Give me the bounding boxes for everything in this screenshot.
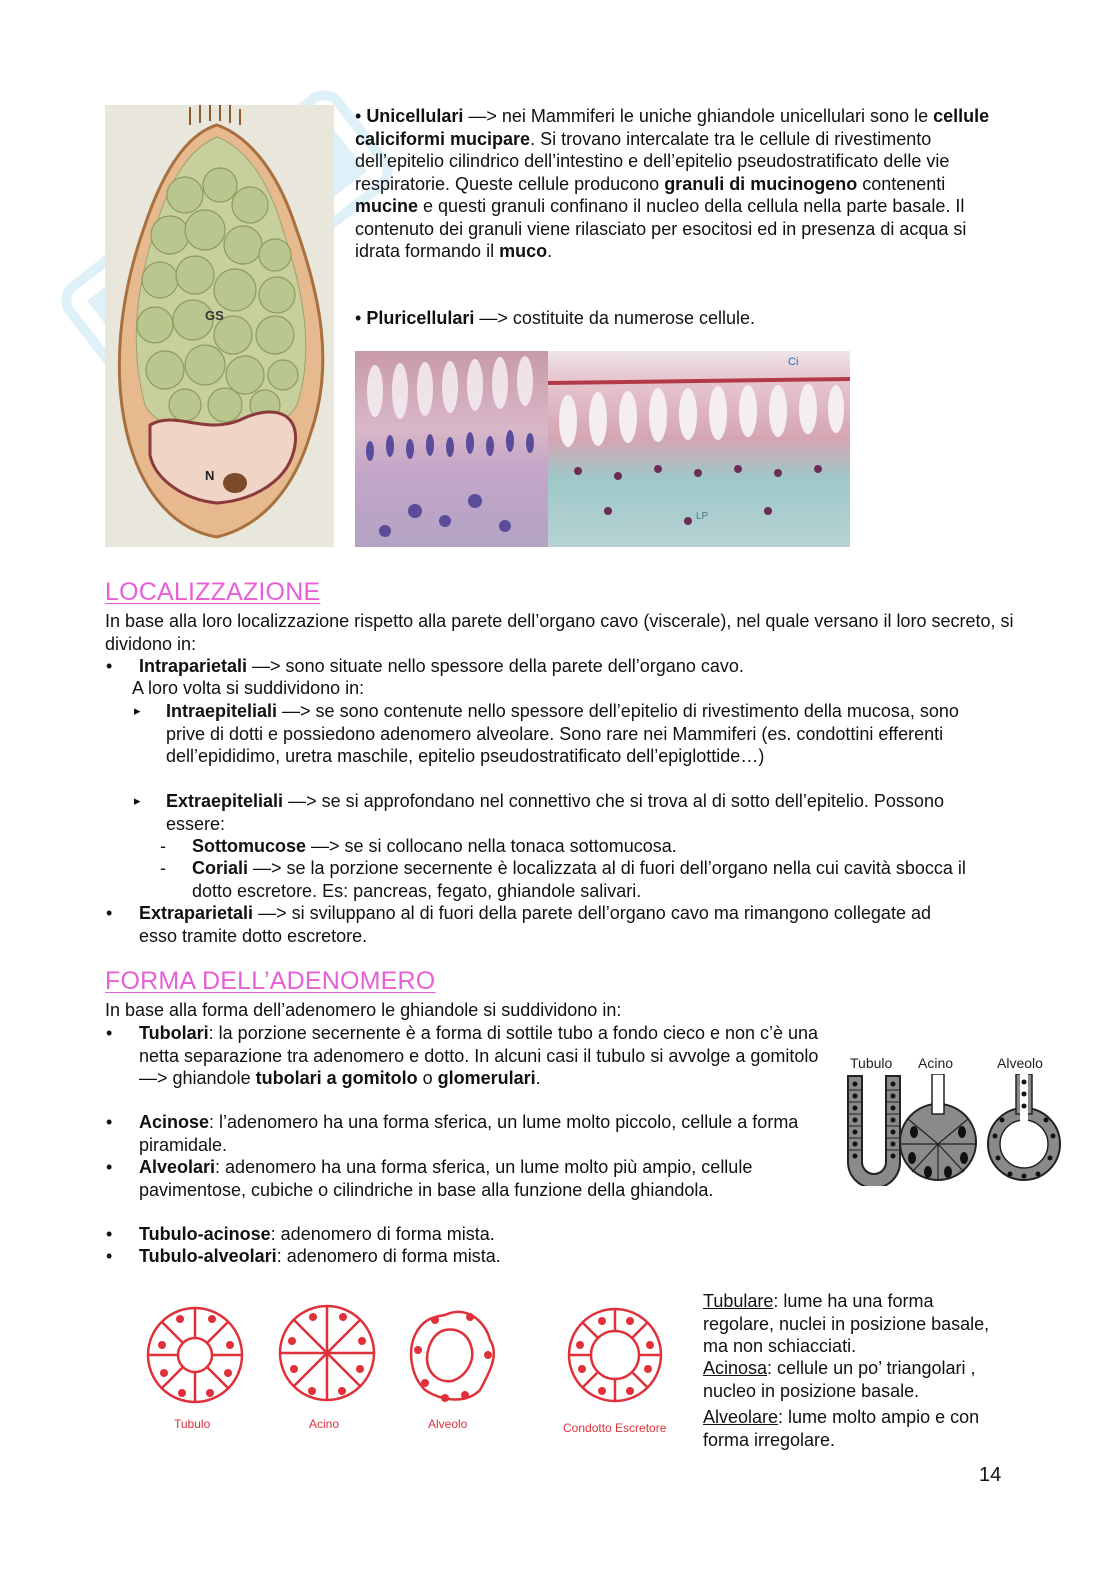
list-item-extraepiteliali: ▸ Extraepiteliali —> se si approfondano nel connettivo che si trova al di sotto dell’epitelio. Possono essere: <box>134 791 944 834</box>
list-item-tubolari: • Tubolari: la porzione secernente è a forma di sottile tubo a fondo cieco e non c’è una netta separazione tra adenomero e dotto. In alcuni casi il tubulo si avvolge a gomitolo —> ghiandole tubolari a gomitolo o glomerulari. <box>106 1023 819 1088</box>
list-item-coriali: - Coriali —> se la porzione secernente è localizzata al di fuori dell’organo nella cui cavità sbocca il dotto escretore. Es: pancreas, fegato, ghiandole salivari. <box>160 858 966 901</box>
list-item-extraparietali: • Extraparietali —> si sviluppano al di fuori della parete dell’organo cavo ma rimangono collegate ad esso tramite dotto escretore. <box>106 903 931 946</box>
list-item-tubulo-acinose: • Tubulo-acinose: adenomero di forma mista. <box>106 1224 495 1244</box>
bullet: • <box>355 106 367 126</box>
section-label-alveolo: Alveolo <box>428 1417 468 1431</box>
heading-localizzazione: LOCALIZZAZIONE <box>105 578 321 606</box>
list-item-tubulo-alveolari: • Tubulo-alveolari: adenomero di forma mista. <box>106 1246 501 1266</box>
pluricellulari-paragraph: • Pluricellulari —> costituite da numerose cellule. <box>355 308 756 328</box>
micrograph-label-ci: Ci <box>788 356 799 368</box>
arrow-bullet-icon: ▸ <box>134 793 141 808</box>
arrow-bullet-icon: ▸ <box>134 703 141 718</box>
section-label-tubulo: Tubulo <box>174 1417 211 1431</box>
diagram-label-acino: Acino <box>918 1055 954 1071</box>
term-unicellulari: Unicellulari <box>366 106 464 126</box>
heading-forma-adenomero: FORMA DELL’ADENOMERO <box>105 967 436 995</box>
diagram-label-alveolo: Alveolo <box>997 1055 1043 1071</box>
unicellulari-paragraph: • Unicellulari —> nei Mammiferi le uniche ghiandole unicellulari sono le cellule caliciformi mucipare. Si trovano intercalate tra le cellule di rivestimento dell’epitelio cilindrico dell’intestino e dell’epitelio pseudostratificato delle vie respiratorie. Queste cellule producono granuli di mucinogeno contenenti mucine e questi granuli confinano il nucleo della cellula nella parte basale. Il contenuto dei granuli viene rilasciato per esocitosi ed in presenza di acqua si idrata formando il muco. <box>355 106 990 261</box>
micrograph-right <box>548 351 850 547</box>
list-item-alveolari: • Alveolari: adenomero ha una forma sferica, un lume molto più ampio, cellule pavimentose, cubiche o cilindriche in base alla funzione della ghiandola. <box>106 1157 753 1200</box>
gland-shapes-diagram <box>840 1052 1070 1187</box>
section-label-condotto: Condotto Escretore <box>563 1421 667 1435</box>
micrograph-label-lp: LP <box>696 511 709 522</box>
note-alveolare: Alveolare: lume molto ampio e con forma irregolare. <box>703 1407 980 1450</box>
goblet-label-gs: GS <box>205 308 224 323</box>
term-pluricellulari: Pluricellulari <box>366 308 475 328</box>
note-acinosa: Acinosa: cellule un po’ triangolari , nucleo in posizione basale. <box>703 1358 976 1401</box>
note-tubulare: Tubulare: lume ha una forma regolare, nuclei in posizione basale, ma non schiacciati. <box>703 1291 990 1356</box>
list-item-intraepiteliali: ▸ Intraepiteliali —> se sono contenute nello spessore dell’epitelio di rivestimento della mucosa, sono prive di dotti e possiedono adenomero alveolare. Sono rare nei Mammiferi (es. condottini efferenti dell’epididimo, uretra maschile, epitelio pseudostratificato dell’epiglottide…) <box>134 701 959 766</box>
page-number: 14 <box>979 1464 1002 1486</box>
micrograph-left <box>355 351 548 547</box>
forma-intro: In base alla forma dell’adenomero le ghiandole si suddividono in: <box>105 1000 622 1020</box>
suddivisione-text: A loro volta si suddividono in: <box>132 678 365 698</box>
list-item-sottomucose: - Sottomucose —> se si collocano nella tonaca sottomucosa. <box>160 836 677 856</box>
goblet-cell-illustration <box>105 105 334 547</box>
list-item-intraparietali: • Intraparietali —> sono situate nello spessore della parete dell’organo cavo. <box>106 656 744 676</box>
localizzazione-intro: In base alla loro localizzazione rispetto alla parete dell’organo cavo (viscerale), nel quale versano il loro secreto, si dividono in: <box>105 611 1014 654</box>
diagram-label-tubulo: Tubulo <box>850 1055 893 1071</box>
gland-shapes-drawing <box>840 1074 1070 1186</box>
section-label-acino: Acino <box>309 1417 340 1431</box>
list-item-acinose: • Acinose: l’adenomero ha una forma sferica, un lume molto piccolo, cellule a forma piramidale. <box>106 1112 799 1155</box>
goblet-label-n: N <box>205 468 215 483</box>
cross-section-drawing <box>140 1295 675 1415</box>
cross-section-diagram <box>140 1295 675 1440</box>
